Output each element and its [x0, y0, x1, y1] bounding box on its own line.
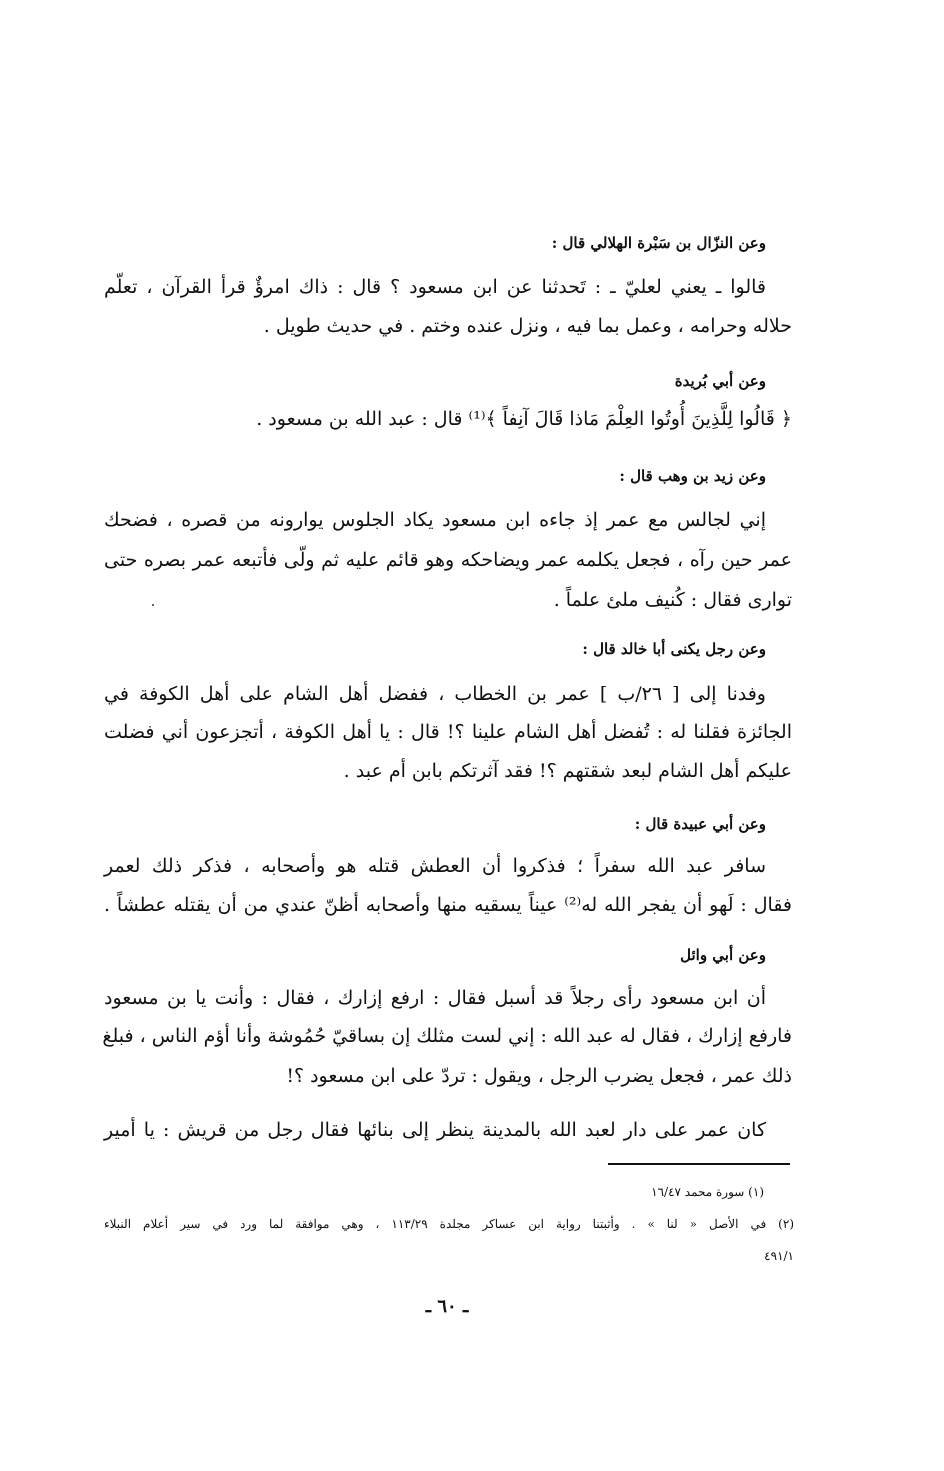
- paragraph-line: عليكم أهل الشام لبعد شقتهم ؟! فقد آثرتكم بابن أم عبد .: [343, 760, 792, 782]
- paragraph-line: سافر عبد الله سفراً ؛ فذكروا أن العطش قتله هو وأصحابه ، فذكر ذلك لعمر: [104, 855, 766, 877]
- section-heading: وعن أبي عبيدة قال :: [634, 815, 766, 833]
- paragraph-line: قالوا ـ يعني لعليّ ـ : تَحدثنا عن ابن مسعود ؟ قال : ذاك امرؤٌ قرأ القرآن ، تعلّم: [104, 276, 766, 298]
- section-heading: وعن زيد بن وهب قال :: [619, 467, 766, 485]
- scan-speck: [152, 604, 154, 606]
- paragraph-line: أن ابن مسعود رأى رجلاً قد أسبل فقال : ارفع إزارك ، فقال : وأنت يا بن مسعود: [104, 987, 766, 1009]
- paragraph-line: كان عمر على دار لعبد الله بالمدينة ينظر إلى بنائها فقال رجل من قريش : يا أمير: [104, 1119, 766, 1141]
- quran-verse-line: ﴿ قَالُوا لِلَّذِينَ أُوتُوا العِلْمَ مَاذا قَالَ آنِفاً ﴾⁽¹⁾ قال : عبد الله بن مسعود .: [256, 408, 792, 430]
- paragraph-line: الجائزة فقلنا له : تُفضل أهل الشام علينا ؟! قال : يا أهل الكوفة ، أتجزعون أني فضلت: [104, 721, 792, 743]
- footnote-continuation: ٤٩١/١: [764, 1249, 794, 1263]
- page-number: ـ ٦٠ ـ: [425, 1296, 469, 1317]
- section-heading: وعن أبي وائل: [680, 946, 766, 964]
- footnote: (٢) في الأصل « لنا » . وأثبتنا رواية ابن عساكر مجلدة ١١٣/٢٩ ، وهي موافقة لما ورد في سير أعلام النبلاء: [104, 1217, 794, 1231]
- paragraph-line: حلاله وحرامه ، وعمل بما فيه ، ونزل عنده وختم . في حديث طويل .: [263, 315, 792, 337]
- paragraph-line: توارى فقال : كُنيف ملئ علماً .: [553, 589, 792, 611]
- paragraph-line: فقال : لَهو أن يفجر الله له⁽²⁾ عيناً يسقيه منها وأصحابه أظنّ عندي من أن يقتله عطشاً .: [104, 894, 793, 916]
- paragraph-line: وفدنا إلى [ ٢٦/ب ] عمر بن الخطاب ، ففضل أهل الشام على أهل الكوفة في: [104, 683, 766, 705]
- footnote: (١) سورة محمد ١٦/٤٧: [651, 1185, 764, 1199]
- paragraph-line: إني لجالس مع عمر إذ جاءه ابن مسعود يكاد الجلوس يوارونه من قصره ، فضحك: [104, 509, 766, 531]
- footnote-separator: [608, 1163, 790, 1165]
- section-heading: وعن رجل يكنى أبا خالد قال :: [582, 640, 766, 658]
- paragraph-line: عمر حين رآه ، فجعل يكلمه عمر ويضاحكه وهو قائم عليه ثم ولّى فأتبعه عمر بصره حتى: [104, 549, 792, 571]
- section-heading: وعن أبي بُريدة: [674, 372, 766, 390]
- section-heading: وعن النزّال بن سَبْرة الهلالي قال :: [551, 234, 766, 252]
- paragraph-line: ذلك عمر ، فجعل يضرب الرجل ، ويقول : تردّ على ابن مسعود ؟!: [286, 1065, 792, 1087]
- paragraph-line: فارفع إزارك ، فقال له عبد الله : إني لست مثلك إن بساقيّ حُمُوشة وأنا أؤم الناس ، فبلغ: [102, 1025, 792, 1047]
